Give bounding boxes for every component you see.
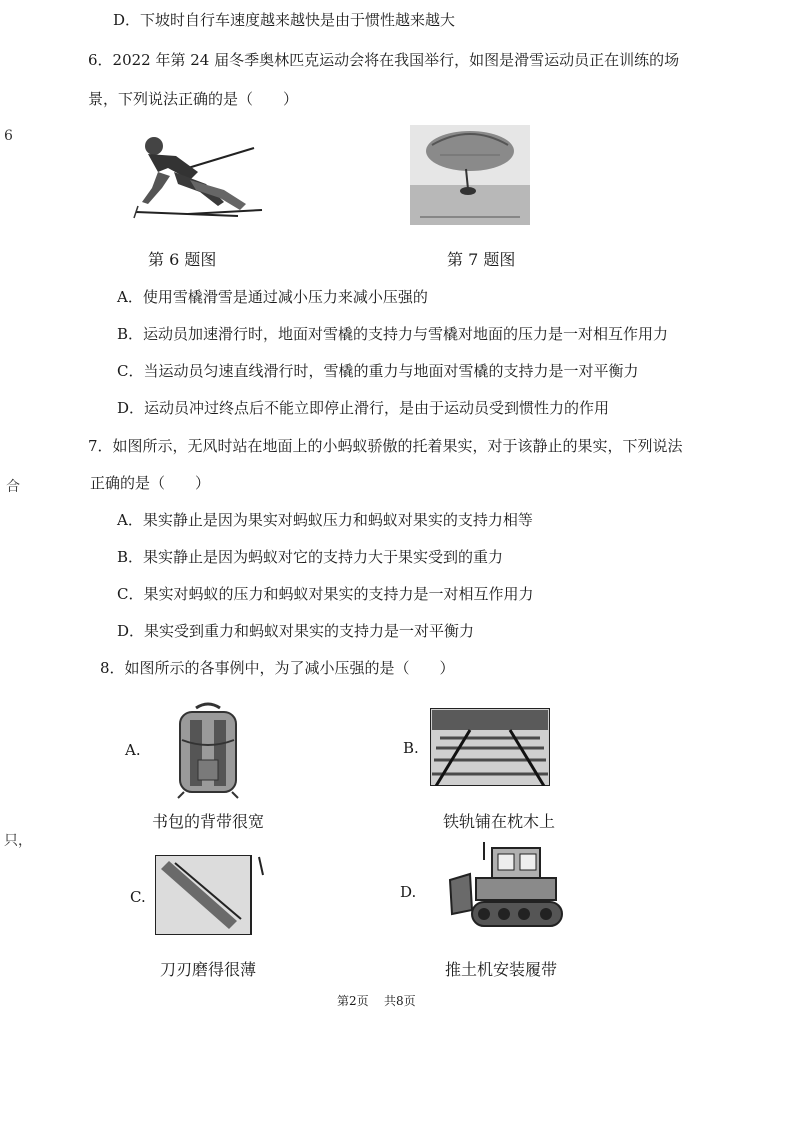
q8-choice-c-caption: 刀刃磨得很薄 [160, 960, 257, 979]
q8-stem: 8．如图所示的各事例中，为了减小压强的是（ ） [100, 659, 455, 677]
skier-image [128, 132, 268, 222]
bulldozer-icon [448, 840, 566, 932]
margin-mark: 合 [6, 479, 20, 495]
ant-fruit-image [410, 125, 530, 225]
q7-option-a: A．果实静止是因为果实对蚂蚁压力和蚂蚁对果实的支持力相等 [117, 511, 533, 529]
footer-total-pages: 共8页 [384, 994, 416, 1008]
q6-option-c: C．当运动员匀速直线滑行时，雪橇的重力与地面对雪橇的支持力是一对平衡力 [117, 362, 639, 380]
q8-choice-b-caption: 铁轨铺在枕木上 [443, 812, 556, 831]
q7-stem-line2: 正确的是（ ） [90, 474, 211, 492]
q7-option-d: D．果实受到重力和蚂蚁对果实的支持力是一对平衡力 [117, 622, 475, 640]
q5-option-d: D．下坡时自行车速度越来越快是由于惯性越来越大 [113, 11, 456, 29]
q7-stem-line1: 7．如图所示，无风时站在地面上的小蚂蚁骄傲的托着果实，对于该静止的果实，下列说法 [88, 437, 683, 455]
q8-choice-d-caption: 推土机安装履带 [445, 960, 558, 979]
q8-choice-d-letter: D. [400, 883, 417, 901]
q8-choice-a-caption: 书包的背带很宽 [152, 812, 265, 831]
backpack-icon [168, 700, 248, 800]
railway-track-icon [430, 708, 550, 786]
q8-choice-a-letter: A. [125, 741, 141, 759]
q8-choice-b-letter: B. [403, 739, 419, 757]
footer-page-number: 第2页 [337, 994, 369, 1008]
q6-stem-line1: 6．2022 年第 24 届冬季奥林匹克运动会将在我国举行，如图是滑雪运动员正在训练的场 [88, 51, 680, 69]
q6-option-a: A．使用雪橇滑雪是通过减小压力来减小压强的 [117, 288, 428, 306]
margin-mark: 只， [4, 833, 32, 849]
q6-option-b: B．运动员加速滑行时，地面对雪橇的支持力与雪橇对地面的压力是一对相互作用力 [117, 325, 669, 343]
q6-option-d: D．运动员冲过终点后不能立即停止滑行，是由于运动员受到惯性力的作用 [117, 399, 610, 417]
q8-choice-c-letter: C. [130, 888, 146, 906]
figure6-caption: 第 6 题图 [148, 250, 217, 269]
q7-option-b: B．果实静止是因为蚂蚁对它的支持力大于果实受到的重力 [117, 548, 504, 566]
knife-blade-icon [155, 855, 267, 935]
margin-mark: 6 [4, 128, 13, 144]
q7-option-c: C．果实对蚂蚁的压力和蚂蚁对果实的支持力是一对相互作用力 [117, 585, 534, 603]
q6-stem-line2: 景，下列说法正确的是（ ） [88, 90, 299, 108]
figure7-caption: 第 7 题图 [447, 250, 516, 269]
